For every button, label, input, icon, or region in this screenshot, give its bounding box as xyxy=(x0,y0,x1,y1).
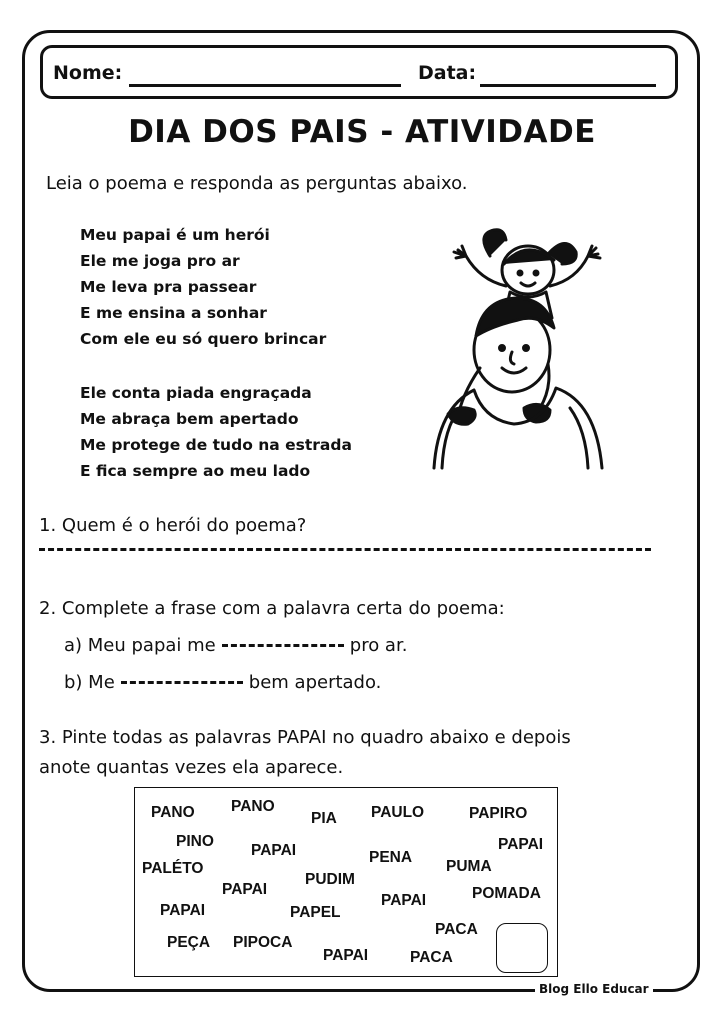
question-2b-text: b) Me xyxy=(64,672,115,693)
header-box xyxy=(40,45,678,99)
question-1: 1. Quem é o herói do poema? xyxy=(39,515,307,536)
grid-word[interactable]: PAPAI xyxy=(251,842,297,859)
grid-word[interactable]: PALÉTO xyxy=(142,860,204,877)
poem-line: E fica sempre ao meu lado xyxy=(80,462,311,480)
name-field[interactable] xyxy=(129,84,401,87)
grid-word[interactable]: PAPEL xyxy=(290,904,341,921)
poem-line: Me leva pra passear xyxy=(80,278,257,296)
grid-word[interactable]: POMADA xyxy=(472,885,541,902)
credit-text: Blog Ello Educar xyxy=(535,982,653,996)
count-answer-box[interactable] xyxy=(496,923,548,973)
question-2: 2. Complete a frase com a palavra certa do poema: xyxy=(39,598,505,619)
word-grid xyxy=(134,787,558,977)
grid-word[interactable]: PAPAI xyxy=(498,836,544,853)
father-child-illustration-icon xyxy=(420,218,616,480)
grid-word[interactable]: PANO xyxy=(231,798,275,815)
grid-word[interactable]: PINO xyxy=(176,833,214,850)
question-3-line-1: 3. Pinte todas as palavras PAPAI no quadro abaixo e depois xyxy=(39,727,571,748)
date-field[interactable] xyxy=(480,84,656,87)
poem-line: E me ensina a sonhar xyxy=(80,304,267,322)
grid-word[interactable]: PANO xyxy=(151,804,195,821)
question-2a-text: a) Meu papai me xyxy=(64,635,216,656)
instructions: Leia o poema e responda as perguntas abaixo. xyxy=(46,173,468,194)
grid-word[interactable]: PAPAI xyxy=(222,881,268,898)
answer-line-1[interactable] xyxy=(39,548,651,551)
page-title: DIA DOS PAIS - ATIVIDADE xyxy=(128,114,596,150)
grid-word[interactable]: PEÇA xyxy=(167,934,211,951)
grid-word[interactable]: PAPAI xyxy=(323,947,369,964)
question-2b xyxy=(64,672,381,693)
grid-word[interactable]: PUMA xyxy=(446,858,492,875)
question-2a xyxy=(64,635,407,656)
poem-line: Meu papai é um herói xyxy=(80,226,270,244)
poem-line: Me abraça bem apertado xyxy=(80,410,299,428)
date-label: Data: xyxy=(418,62,477,84)
poem-line: Ele conta piada engraçada xyxy=(80,384,312,402)
grid-word[interactable]: PAPIRO xyxy=(469,805,528,822)
grid-word[interactable]: PAULO xyxy=(371,804,425,821)
grid-word[interactable]: PIPOCA xyxy=(233,934,293,951)
poem-line: Ele me joga pro ar xyxy=(80,252,240,270)
question-3-line-2: anote quantas vezes ela aparece. xyxy=(39,757,344,778)
grid-word[interactable]: PIA xyxy=(311,810,337,827)
blank-2a[interactable] xyxy=(222,644,344,647)
poem-stanza-1 xyxy=(80,222,326,352)
blank-2b[interactable] xyxy=(121,681,243,684)
grid-word[interactable]: PENA xyxy=(369,849,413,866)
grid-word[interactable]: PAPAI xyxy=(160,902,206,919)
name-label: Nome: xyxy=(53,62,123,84)
poem-stanza-2 xyxy=(80,380,352,484)
grid-word[interactable]: PACA xyxy=(435,921,478,938)
poem-line: Me protege de tudo na estrada xyxy=(80,436,352,454)
grid-word[interactable]: PACA xyxy=(410,949,453,966)
grid-word[interactable]: PUDIM xyxy=(305,871,355,888)
question-2b-end: bem apertado. xyxy=(248,672,382,693)
grid-word[interactable]: PAPAI xyxy=(381,892,427,909)
poem-line: Com ele eu só quero brincar xyxy=(80,330,327,348)
question-2a-end: pro ar. xyxy=(349,635,408,656)
